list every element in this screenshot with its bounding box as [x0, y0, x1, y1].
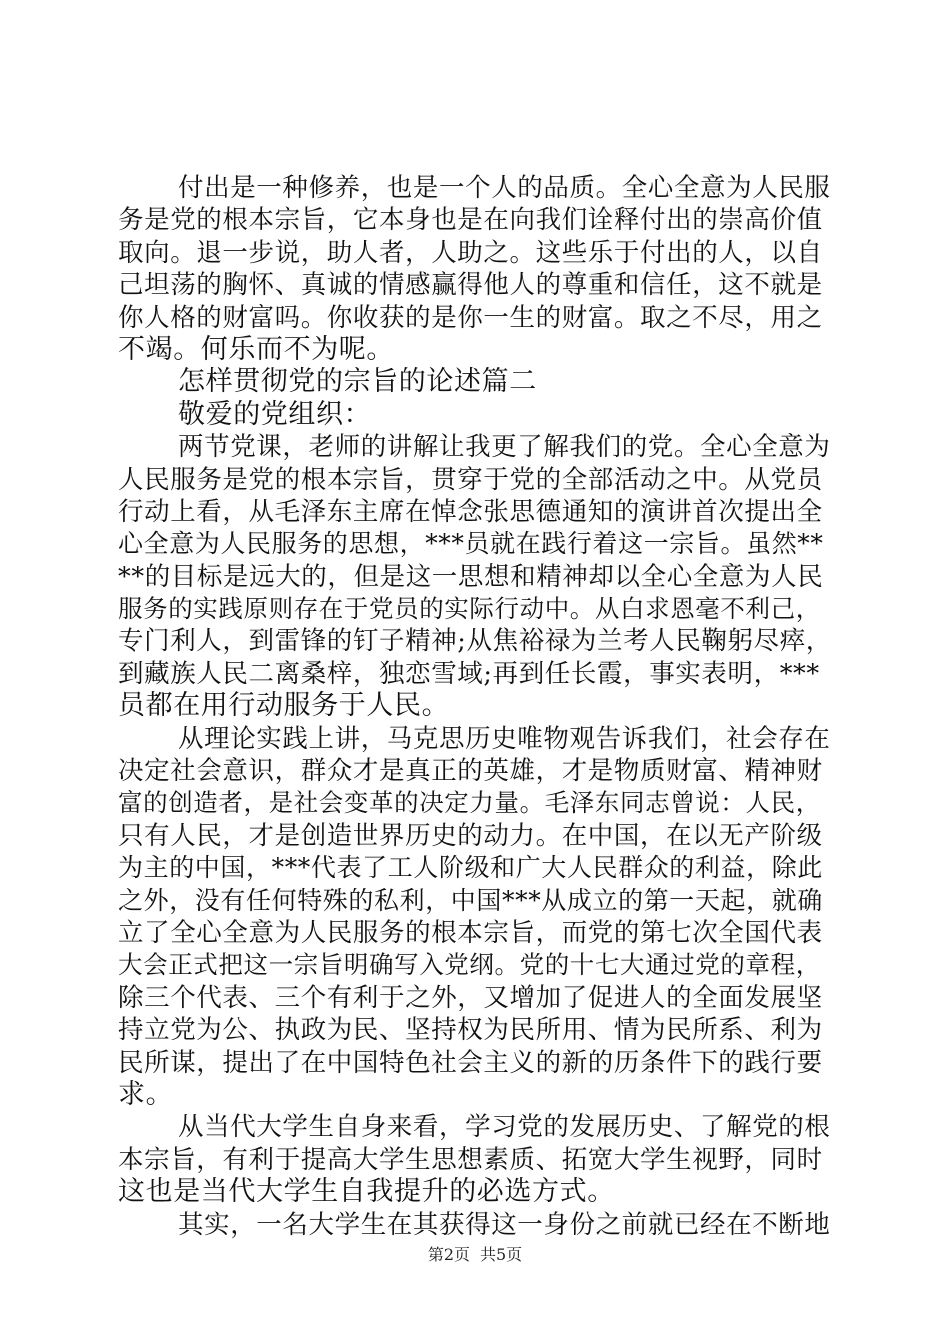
text-line: 这也是当代大学生自我提升的必选方式。	[118, 1176, 615, 1208]
text-line: 求。	[118, 1078, 174, 1110]
text-line: **的目标是远大的，但是这一思想和精神却以全心全意为人民	[118, 561, 824, 592]
text-line: 除三个代表、三个有利于之外，又增加了促进人的全面发展坚	[118, 982, 823, 1013]
page-total: 共5页	[480, 1245, 523, 1264]
text-line: 从当代大学生自身来看，学习党的发展历史、了解党的根	[178, 1112, 831, 1143]
document-body	[118, 172, 832, 1241]
text-line: 己坦荡的胸怀、真诚的情感赢得他人的尊重和信任，这不就是	[118, 270, 823, 301]
text-line: 富的创造者，是社会变革的决定力量。毛泽东同志曾说：人民，	[118, 788, 821, 818]
text-line: 你人格的财富吗。你收获的是你一生的财富。取之不尽，用之	[118, 302, 823, 333]
text-line: 只有人民，才是创造世界历史的动力。在中国，在以无产阶级	[118, 820, 823, 851]
text-line: 立了全心全意为人民服务的根本宗旨，而党的第七次全国代表	[118, 917, 823, 948]
text-line: 从理论实践上讲，马克思历史唯物观告诉我们，社会存在	[178, 723, 831, 754]
text-line: 人民服务是党的根本宗旨，贯穿于党的全部活动之中。从党员	[118, 464, 823, 495]
text-line: 决定社会意识，群众才是真正的英雄，才是物质财富、精神财	[118, 756, 823, 787]
page-number: 第2页	[427, 1245, 470, 1264]
text-line: 不竭。何乐而不为呢。	[118, 333, 394, 365]
text-line: 之外，没有任何特殊的私利，中国***从成立的第一天起，就确	[118, 885, 823, 915]
text-line: 付出是一种修养，也是一个人的品质。全心全意为人民服	[178, 173, 831, 203]
text-line: 务是党的根本宗旨，它本身也是在向我们诠释付出的崇高价值	[118, 205, 823, 236]
text-line: 怎样贯彻党的宗旨的论述篇二	[178, 366, 537, 398]
text-line: 持立党为公、执政为民、坚持权为民所用、情为民所系、利为	[118, 1015, 823, 1046]
text-line: 两节党课，老师的讲解让我更了解我们的党。全心全意为	[178, 432, 831, 463]
text-line: 敬爱的党组织：	[178, 398, 372, 430]
text-line: 为主的中国，***代表了工人阶级和广大人民群众的利益，除此	[118, 853, 823, 883]
text-line: 民所谋，提出了在中国特色社会主义的新的历条件下的践行要	[118, 1047, 823, 1078]
page-footer	[0, 1242, 950, 1265]
text-line: 到藏族人民二离桑梓，独恋雪域;再到任长霞，事实表明，***	[118, 658, 820, 689]
text-line: 行动上看，从毛泽东主席在悼念张思德通知的演讲首次提出全	[118, 496, 823, 527]
text-line: 大会正式把这一宗旨明确写入党纲。党的十七大通过党的章程，	[118, 950, 821, 980]
text-line: 本宗旨，有利于提高大学生思想素质、拓宽大学生视野，同时	[118, 1144, 823, 1175]
text-line: 员都在用行动服务于人民。	[118, 690, 450, 722]
text-line: 服务的实践原则存在于党员的实际行动中。从白求恩毫不利己，	[118, 594, 821, 624]
text-line: 取向。退一步说，助人者，人助之。这些乐于付出的人，以自	[118, 237, 823, 268]
text-line: 心全意为人民服务的思想，***员就在践行着这一宗旨。虽然**	[118, 529, 824, 559]
text-line: 其实，一名大学生在其获得这一身份之前就已经在不断地	[178, 1209, 831, 1240]
text-line: 专门利人，到雷锋的钉子精神;从焦裕禄为兰考人民鞠躬尽瘁，	[118, 626, 832, 657]
